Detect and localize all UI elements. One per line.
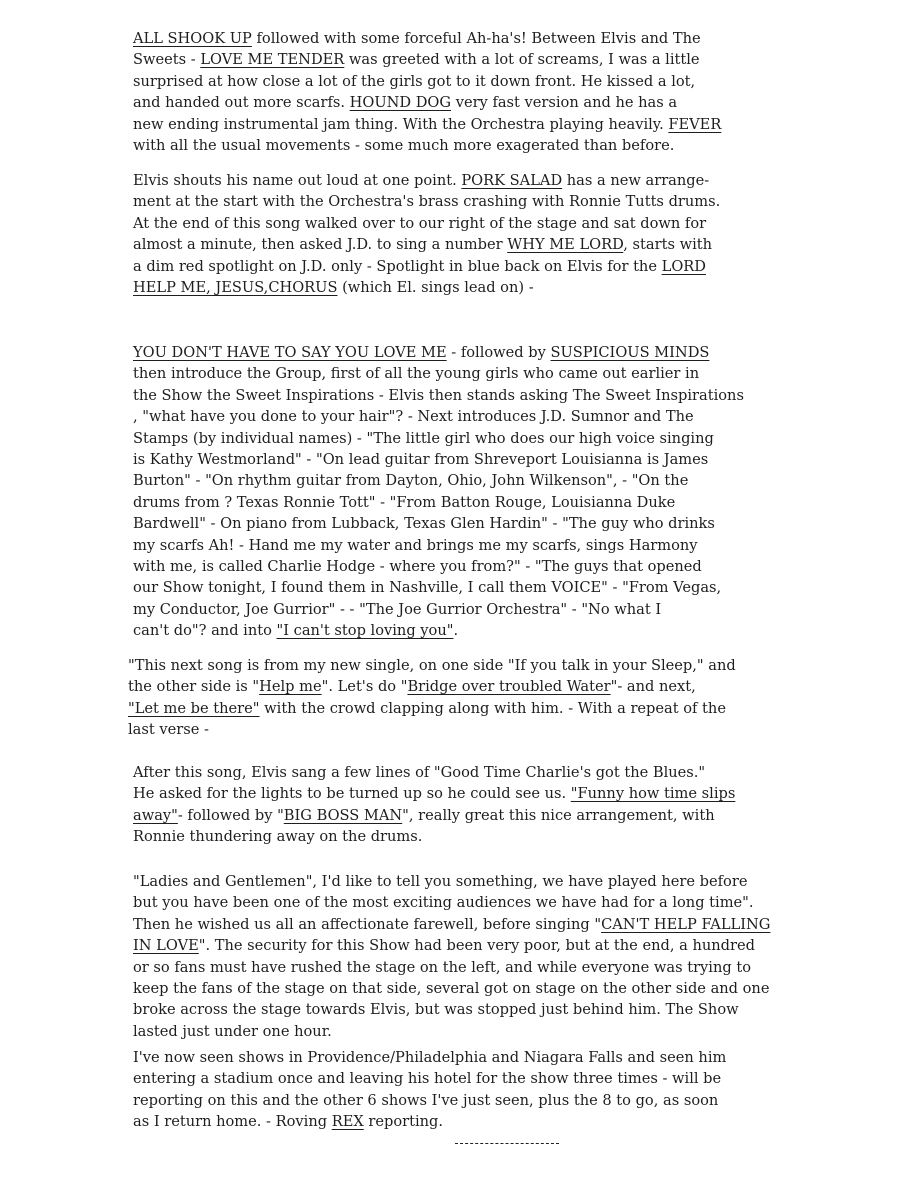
text-run: last verse - (128, 721, 209, 739)
paragraph (133, 1047, 873, 1133)
text-line (133, 535, 873, 556)
text-run: reporting on this and the other 6 shows I've just seen, plus the 8 to go, as soon (133, 1091, 719, 1109)
text-run: keep the fans of the stage on that side, several got on stage on the other side and one (133, 980, 770, 998)
text-line (133, 1111, 873, 1132)
underlined-title: Help me (259, 678, 322, 696)
text-run: - followed by (446, 344, 551, 361)
text-run: with me, is called Charlie Hodge - where you from?" - "The guys that opened (133, 558, 702, 576)
text-run: "This next song is from my new single, on one side "If you talk in your Sleep," and (128, 657, 736, 674)
underlined-title: PORK SALAD (461, 172, 563, 189)
text-line (133, 599, 873, 620)
text-run: but you have been one of the most exciting audiences we have had for a long time". (133, 894, 754, 912)
underlined-title: away" (133, 806, 178, 824)
underlined-title: CAN'T HELP FALLING (601, 915, 771, 933)
text-run: drums from ? Texas Ronnie Tott" - "From Batton Rouge, Louisianna Duke (133, 493, 676, 511)
text-line (133, 556, 873, 577)
text-run: ", really great this nice arrangement, with (402, 806, 715, 824)
text-run: After this song, Elvis sang a few lines of "Good Time Charlie's got the Blues." (133, 764, 706, 781)
text-run: , "what have you done to your hair"? - Next introduces J.D. Sumnor and The (133, 408, 694, 426)
text-run: lasted just under one hour. (133, 1022, 332, 1040)
underlined-title: WHY ME LORD (507, 236, 624, 254)
text-line (133, 783, 873, 804)
text-line (128, 676, 868, 697)
underlined-title: LORD (661, 257, 706, 275)
text-line (133, 363, 873, 384)
text-line (133, 957, 873, 978)
text-run: - followed by " (177, 806, 284, 824)
end-divider (455, 1143, 559, 1144)
text-run: ". The security for this Show had been very poor, but at the end, a hundred (198, 937, 755, 955)
text-run: or so fans must have rushed the stage on the left, and while everyone was trying to (133, 958, 751, 976)
text-line (133, 114, 873, 135)
text-run: and handed out more scarfs. (133, 94, 350, 112)
text-line (133, 92, 873, 113)
text-run: Elvis shouts his name out loud at one point. (133, 172, 462, 189)
text-line (133, 449, 873, 470)
text-run: I've now seen shows in Providence/Philadelphia and Niagara Falls and seen him (133, 1049, 727, 1066)
text-line (133, 805, 873, 826)
text-run: Then he wished us all an affectionate farewell, before singing " (133, 915, 602, 933)
text-line (133, 135, 873, 156)
text-line (133, 892, 873, 913)
text-line (133, 999, 873, 1020)
text-line (133, 470, 873, 491)
text-line (133, 978, 873, 999)
text-line (133, 385, 873, 406)
text-run: Burton" - "On rhythm guitar from Dayton, Ohio, John Wilkenson", - "On the (133, 472, 689, 490)
text-line (133, 342, 873, 363)
paragraph (133, 28, 873, 156)
text-run: Sweets - (133, 51, 201, 69)
underlined-title: "Funny how time slips (570, 785, 736, 803)
text-run: Bardwell" - On piano from Lubback, Texas Glen Hardin" - "The guy who drinks (133, 515, 715, 533)
text-run: At the end of this song walked over to our right of the stage and sat down for (133, 214, 707, 232)
text-line (133, 513, 873, 534)
text-run: as I return home. - Roving (133, 1113, 332, 1131)
text-run: followed with some forceful Ah-ha's! Between Elvis and The (251, 30, 701, 47)
underlined-title: "I can't stop loving you" (276, 622, 454, 640)
text-line (133, 277, 873, 298)
text-run: has a new arrange- (562, 172, 710, 189)
text-line (133, 406, 873, 427)
text-run: new ending instrumental jam thing. With the Orchestra playing heavily. (133, 115, 669, 133)
text-line (133, 871, 873, 892)
text-run: surprised at how close a lot of the girls got to it down front. He kissed a lot, (133, 72, 696, 90)
text-line (133, 492, 873, 513)
text-line (128, 655, 868, 676)
paragraph (133, 170, 873, 298)
text-line (133, 1068, 873, 1089)
underlined-title: SUSPICIOUS MINDS (550, 344, 710, 361)
text-line (133, 577, 873, 598)
text-line (133, 935, 873, 956)
text-line (133, 914, 873, 935)
text-line (128, 719, 868, 740)
text-line (133, 256, 873, 277)
text-line (133, 1047, 873, 1068)
text-run: is Kathy Westmorland" - "On lead guitar from Shreveport Louisianna is James (133, 451, 709, 469)
text-run: "- and next, (610, 678, 696, 696)
text-run: "Ladies and Gentlemen", I'd like to tell you something, we have played here before (133, 873, 748, 890)
paragraph (133, 762, 873, 848)
paragraph (133, 871, 873, 1042)
text-run: was greeted with a lot of screams, I was a little (344, 51, 700, 69)
text-line (133, 170, 873, 191)
text-run: our Show tonight, I found them in Nashville, I call them VOICE" - "From Vegas, (133, 579, 722, 597)
text-run: entering a stadium once and leaving his hotel for the show three times - will be (133, 1070, 722, 1088)
text-run: . (453, 622, 459, 640)
text-line (133, 620, 873, 641)
underlined-title: FEVER (668, 115, 722, 133)
text-run: broke across the stage towards Elvis, but was stopped just behind him. The Show (133, 1001, 739, 1019)
text-line (133, 428, 873, 449)
text-run: can't do"? and into (133, 622, 277, 640)
underlined-title: YOU DON'T HAVE TO SAY YOU LOVE ME (133, 344, 447, 361)
text-run: Stamps (by individual names) - "The little girl who does our high voice singing (133, 429, 714, 447)
text-run: with all the usual movements - some much more exagerated than before. (133, 137, 675, 155)
text-run: , starts with (623, 236, 713, 254)
text-line (133, 28, 873, 49)
text-run: (which El. sings lead on) - (337, 279, 534, 297)
text-run: ". Let's do " (321, 678, 408, 696)
text-line (133, 49, 873, 70)
underlined-title: BIG BOSS MAN (283, 806, 403, 824)
text-line (133, 826, 873, 847)
text-line (133, 191, 873, 212)
text-run: He asked for the lights to be turned up so he could see us. (133, 785, 571, 803)
underlined-title: IN LOVE (133, 937, 199, 955)
paragraph (128, 655, 868, 741)
text-run: very fast version and he has a (451, 94, 678, 112)
underlined-title: Bridge over troubled Water (407, 678, 611, 696)
text-line (133, 213, 873, 234)
underlined-title: ALL SHOOK UP (133, 30, 252, 47)
text-run: my scarfs Ah! - Hand me my water and brings me my scarfs, sings Harmony (133, 536, 698, 554)
text-line (128, 698, 868, 719)
underlined-title: "Let me be there" (128, 699, 260, 717)
text-line (133, 234, 873, 255)
underlined-title: HOUND DOG (349, 94, 452, 112)
text-run: the Show the Sweet Inspirations - Elvis then stands asking The Sweet Inspirations (133, 386, 744, 404)
text-line (133, 1090, 873, 1111)
text-line (133, 762, 873, 783)
text-run: Ronnie thundering away on the drums. (133, 828, 423, 846)
paragraph (133, 342, 873, 642)
text-run: the other side is " (128, 678, 260, 696)
text-run: a dim red spotlight on J.D. only - Spotlight in blue back on Elvis for the (133, 257, 662, 275)
text-run: ment at the start with the Orchestra's brass crashing with Ronnie Tutts drums. (133, 193, 721, 211)
underlined-title: REX (331, 1113, 364, 1131)
text-run: reporting. (363, 1113, 444, 1131)
text-run: then introduce the Group, first of all the young girls who came out earlier in (133, 365, 700, 383)
text-run: almost a minute, then asked J.D. to sing a number (133, 236, 508, 254)
text-run: with the crowd clapping along with him. - With a repeat of the (259, 699, 726, 717)
underlined-title: HELP ME, JESUS,CHORUS (133, 279, 338, 297)
underlined-title: LOVE ME TENDER (200, 51, 345, 69)
text-line (133, 71, 873, 92)
text-line (133, 1021, 873, 1042)
text-run: my Conductor, Joe Gurrior" - - "The Joe Gurrior Orchestra" - "No what I (133, 600, 662, 618)
